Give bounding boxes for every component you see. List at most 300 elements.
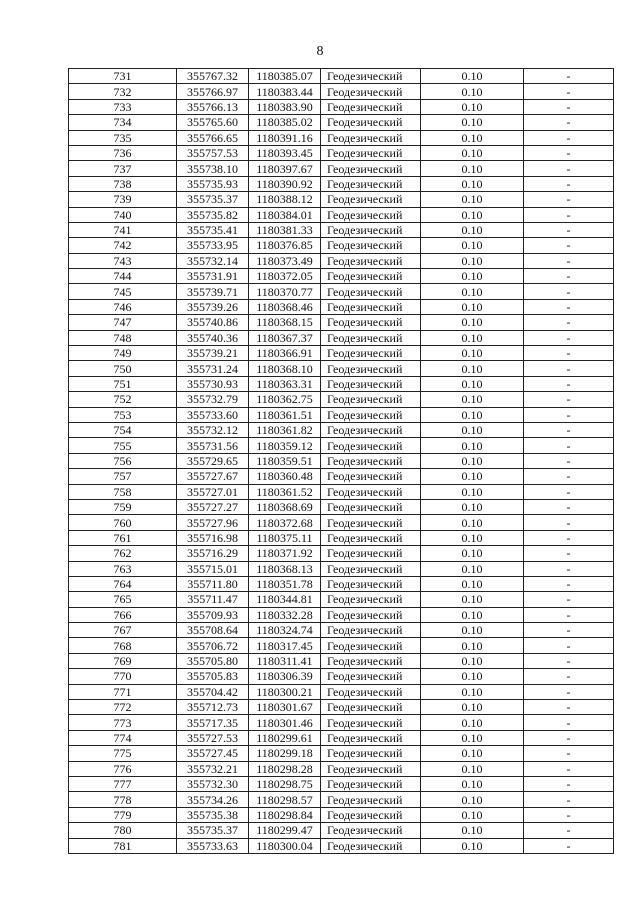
method-cell: Геодезический: [321, 346, 421, 361]
y-coordinate-cell: 1180388.12: [249, 192, 321, 207]
method-cell: Геодезический: [321, 823, 421, 838]
x-coordinate-cell: 355735.41: [177, 222, 249, 237]
point-number-cell: 772: [69, 700, 177, 715]
method-cell: Геодезический: [321, 715, 421, 730]
table-row: [69, 453, 614, 468]
table-row: [69, 761, 614, 776]
description-cell: -: [524, 99, 614, 114]
point-number-cell: 781: [69, 838, 177, 853]
point-number-cell: 771: [69, 684, 177, 699]
accuracy-cell: 0.10: [421, 592, 524, 607]
y-coordinate-cell: 1180381.33: [249, 222, 321, 237]
x-coordinate-cell: 355732.21: [177, 761, 249, 776]
x-coordinate-cell: 355727.01: [177, 484, 249, 499]
accuracy-cell: 0.10: [421, 669, 524, 684]
y-coordinate-cell: 1180391.16: [249, 130, 321, 145]
x-coordinate-cell: 355735.38: [177, 807, 249, 822]
method-cell: Геодезический: [321, 515, 421, 530]
point-number-cell: 733: [69, 99, 177, 114]
point-number-cell: 754: [69, 422, 177, 437]
y-coordinate-cell: 1180299.47: [249, 823, 321, 838]
table-row: [69, 546, 614, 561]
method-cell: Геодезический: [321, 145, 421, 160]
method-cell: Геодезический: [321, 638, 421, 653]
x-coordinate-cell: 355733.95: [177, 238, 249, 253]
y-coordinate-cell: 1180397.67: [249, 161, 321, 176]
accuracy-cell: 0.10: [421, 638, 524, 653]
description-cell: -: [524, 69, 614, 84]
method-cell: Геодезический: [321, 253, 421, 268]
table-row: [69, 438, 614, 453]
description-cell: -: [524, 823, 614, 838]
method-cell: Геодезический: [321, 392, 421, 407]
y-coordinate-cell: 1180368.10: [249, 361, 321, 376]
table-row: [69, 576, 614, 591]
method-cell: Геодезический: [321, 115, 421, 130]
point-number-cell: 752: [69, 392, 177, 407]
y-coordinate-cell: 1180359.12: [249, 438, 321, 453]
accuracy-cell: 0.10: [421, 623, 524, 638]
description-cell: -: [524, 407, 614, 422]
description-cell: -: [524, 607, 614, 622]
description-cell: -: [524, 284, 614, 299]
x-coordinate-cell: 355735.37: [177, 192, 249, 207]
point-number-cell: 780: [69, 823, 177, 838]
point-number-cell: 755: [69, 438, 177, 453]
method-cell: Геодезический: [321, 84, 421, 99]
accuracy-cell: 0.10: [421, 115, 524, 130]
method-cell: Геодезический: [321, 623, 421, 638]
method-cell: Геодезический: [321, 361, 421, 376]
method-cell: Геодезический: [321, 653, 421, 668]
y-coordinate-cell: 1180373.49: [249, 253, 321, 268]
x-coordinate-cell: 355740.36: [177, 330, 249, 345]
accuracy-cell: 0.10: [421, 607, 524, 622]
x-coordinate-cell: 355729.65: [177, 453, 249, 468]
accuracy-cell: 0.10: [421, 700, 524, 715]
y-coordinate-cell: 1180361.52: [249, 484, 321, 499]
method-cell: Геодезический: [321, 176, 421, 191]
table-row: [69, 222, 614, 237]
x-coordinate-cell: 355715.01: [177, 561, 249, 576]
point-number-cell: 740: [69, 207, 177, 222]
accuracy-cell: 0.10: [421, 346, 524, 361]
point-number-cell: 760: [69, 515, 177, 530]
y-coordinate-cell: 1180385.07: [249, 69, 321, 84]
method-cell: Геодезический: [321, 407, 421, 422]
x-coordinate-cell: 355740.86: [177, 315, 249, 330]
x-coordinate-cell: 355731.56: [177, 438, 249, 453]
y-coordinate-cell: 1180298.57: [249, 792, 321, 807]
table-row: [69, 607, 614, 622]
point-number-cell: 777: [69, 776, 177, 791]
method-cell: Геодезический: [321, 761, 421, 776]
method-cell: Геодезический: [321, 776, 421, 791]
y-coordinate-cell: 1180366.91: [249, 346, 321, 361]
accuracy-cell: 0.10: [421, 284, 524, 299]
accuracy-cell: 0.10: [421, 653, 524, 668]
y-coordinate-cell: 1180376.85: [249, 238, 321, 253]
x-coordinate-cell: 355731.24: [177, 361, 249, 376]
point-number-cell: 735: [69, 130, 177, 145]
description-cell: -: [524, 84, 614, 99]
accuracy-cell: 0.10: [421, 684, 524, 699]
description-cell: -: [524, 145, 614, 160]
method-cell: Геодезический: [321, 592, 421, 607]
y-coordinate-cell: 1180332.28: [249, 607, 321, 622]
accuracy-cell: 0.10: [421, 576, 524, 591]
x-coordinate-cell: 355727.27: [177, 499, 249, 514]
table-row: [69, 284, 614, 299]
y-coordinate-cell: 1180383.90: [249, 99, 321, 114]
point-number-cell: 758: [69, 484, 177, 499]
x-coordinate-cell: 355732.12: [177, 422, 249, 437]
method-cell: Геодезический: [321, 161, 421, 176]
accuracy-cell: 0.10: [421, 469, 524, 484]
description-cell: -: [524, 269, 614, 284]
table-row: [69, 192, 614, 207]
x-coordinate-cell: 355766.97: [177, 84, 249, 99]
point-number-cell: 763: [69, 561, 177, 576]
point-number-cell: 747: [69, 315, 177, 330]
y-coordinate-cell: 1180361.51: [249, 407, 321, 422]
y-coordinate-cell: 1180298.75: [249, 776, 321, 791]
method-cell: Геодезический: [321, 561, 421, 576]
table-row: [69, 392, 614, 407]
description-cell: -: [524, 376, 614, 391]
table-row: [69, 99, 614, 114]
table-row: [69, 361, 614, 376]
method-cell: Геодезический: [321, 807, 421, 822]
table-row: [69, 299, 614, 314]
method-cell: Геодезический: [321, 730, 421, 745]
method-cell: Геодезический: [321, 99, 421, 114]
table-row: [69, 530, 614, 545]
table-row: [69, 376, 614, 391]
method-cell: Геодезический: [321, 530, 421, 545]
description-cell: -: [524, 315, 614, 330]
description-cell: -: [524, 422, 614, 437]
x-coordinate-cell: 355739.71: [177, 284, 249, 299]
table-row: [69, 330, 614, 345]
accuracy-cell: 0.10: [421, 530, 524, 545]
x-coordinate-cell: 355727.96: [177, 515, 249, 530]
description-cell: -: [524, 838, 614, 853]
description-cell: -: [524, 530, 614, 545]
table-row: [69, 838, 614, 853]
table-row: [69, 792, 614, 807]
y-coordinate-cell: 1180362.75: [249, 392, 321, 407]
x-coordinate-cell: 355727.53: [177, 730, 249, 745]
accuracy-cell: 0.10: [421, 299, 524, 314]
y-coordinate-cell: 1180384.01: [249, 207, 321, 222]
x-coordinate-cell: 355727.45: [177, 746, 249, 761]
page-number: 8: [316, 44, 324, 59]
x-coordinate-cell: 355735.93: [177, 176, 249, 191]
point-number-cell: 776: [69, 761, 177, 776]
x-coordinate-cell: 355716.29: [177, 546, 249, 561]
table-row: [69, 238, 614, 253]
table-row: [69, 823, 614, 838]
table-row: [69, 715, 614, 730]
method-cell: Геодезический: [321, 684, 421, 699]
description-cell: -: [524, 669, 614, 684]
method-cell: Геодезический: [321, 607, 421, 622]
description-cell: -: [524, 499, 614, 514]
description-cell: -: [524, 592, 614, 607]
point-number-cell: 766: [69, 607, 177, 622]
point-number-cell: 736: [69, 145, 177, 160]
method-cell: Геодезический: [321, 546, 421, 561]
x-coordinate-cell: 355766.13: [177, 99, 249, 114]
y-coordinate-cell: 1180393.45: [249, 145, 321, 160]
y-coordinate-cell: 1180306.39: [249, 669, 321, 684]
method-cell: Геодезический: [321, 207, 421, 222]
table-row: [69, 207, 614, 222]
x-coordinate-cell: 355730.93: [177, 376, 249, 391]
x-coordinate-cell: 355711.80: [177, 576, 249, 591]
table-row: [69, 115, 614, 130]
points-table: [68, 68, 614, 854]
y-coordinate-cell: 1180368.13: [249, 561, 321, 576]
table-row: [69, 253, 614, 268]
points-table-body: [69, 69, 614, 854]
description-cell: -: [524, 546, 614, 561]
table-row: [69, 776, 614, 791]
accuracy-cell: 0.10: [421, 484, 524, 499]
table-row: [69, 653, 614, 668]
method-cell: Геодезический: [321, 792, 421, 807]
point-number-cell: 757: [69, 469, 177, 484]
x-coordinate-cell: 355711.47: [177, 592, 249, 607]
method-cell: Геодезический: [321, 238, 421, 253]
description-cell: -: [524, 700, 614, 715]
y-coordinate-cell: 1180367.37: [249, 330, 321, 345]
x-coordinate-cell: 355767.32: [177, 69, 249, 84]
method-cell: Геодезический: [321, 192, 421, 207]
x-coordinate-cell: 355765.60: [177, 115, 249, 130]
y-coordinate-cell: 1180372.05: [249, 269, 321, 284]
y-coordinate-cell: 1180298.84: [249, 807, 321, 822]
x-coordinate-cell: 355732.30: [177, 776, 249, 791]
description-cell: -: [524, 807, 614, 822]
description-cell: -: [524, 776, 614, 791]
description-cell: -: [524, 576, 614, 591]
method-cell: Геодезический: [321, 438, 421, 453]
y-coordinate-cell: 1180375.11: [249, 530, 321, 545]
accuracy-cell: 0.10: [421, 392, 524, 407]
accuracy-cell: 0.10: [421, 761, 524, 776]
point-number-cell: 764: [69, 576, 177, 591]
point-number-cell: 759: [69, 499, 177, 514]
table-row: [69, 499, 614, 514]
method-cell: Геодезический: [321, 484, 421, 499]
accuracy-cell: 0.10: [421, 376, 524, 391]
y-coordinate-cell: 1180371.92: [249, 546, 321, 561]
table-row: [69, 700, 614, 715]
accuracy-cell: 0.10: [421, 84, 524, 99]
x-coordinate-cell: 355704.42: [177, 684, 249, 699]
y-coordinate-cell: 1180385.02: [249, 115, 321, 130]
accuracy-cell: 0.10: [421, 776, 524, 791]
accuracy-cell: 0.10: [421, 792, 524, 807]
y-coordinate-cell: 1180351.78: [249, 576, 321, 591]
method-cell: Геодезический: [321, 299, 421, 314]
accuracy-cell: 0.10: [421, 746, 524, 761]
point-number-cell: 769: [69, 653, 177, 668]
x-coordinate-cell: 355708.64: [177, 623, 249, 638]
x-coordinate-cell: 355731.91: [177, 269, 249, 284]
accuracy-cell: 0.10: [421, 192, 524, 207]
description-cell: -: [524, 207, 614, 222]
x-coordinate-cell: 355712.73: [177, 700, 249, 715]
description-cell: -: [524, 730, 614, 745]
y-coordinate-cell: 1180372.68: [249, 515, 321, 530]
table-row: [69, 469, 614, 484]
description-cell: -: [524, 115, 614, 130]
method-cell: Геодезический: [321, 453, 421, 468]
accuracy-cell: 0.10: [421, 253, 524, 268]
point-number-cell: 745: [69, 284, 177, 299]
description-cell: -: [524, 238, 614, 253]
description-cell: -: [524, 469, 614, 484]
description-cell: -: [524, 515, 614, 530]
x-coordinate-cell: 355716.98: [177, 530, 249, 545]
x-coordinate-cell: 355739.26: [177, 299, 249, 314]
accuracy-cell: 0.10: [421, 715, 524, 730]
y-coordinate-cell: 1180363.31: [249, 376, 321, 391]
point-number-cell: 731: [69, 69, 177, 84]
x-coordinate-cell: 355705.80: [177, 653, 249, 668]
accuracy-cell: 0.10: [421, 407, 524, 422]
y-coordinate-cell: 1180311.41: [249, 653, 321, 668]
method-cell: Геодезический: [321, 222, 421, 237]
method-cell: Геодезический: [321, 269, 421, 284]
accuracy-cell: 0.10: [421, 730, 524, 745]
accuracy-cell: 0.10: [421, 222, 524, 237]
point-number-cell: 778: [69, 792, 177, 807]
point-number-cell: 765: [69, 592, 177, 607]
description-cell: -: [524, 484, 614, 499]
description-cell: -: [524, 761, 614, 776]
table-row: [69, 346, 614, 361]
method-cell: Геодезический: [321, 746, 421, 761]
description-cell: -: [524, 653, 614, 668]
point-number-cell: 746: [69, 299, 177, 314]
description-cell: -: [524, 346, 614, 361]
table-row: [69, 161, 614, 176]
x-coordinate-cell: 355757.53: [177, 145, 249, 160]
method-cell: Геодезический: [321, 130, 421, 145]
method-cell: Геодезический: [321, 315, 421, 330]
accuracy-cell: 0.10: [421, 69, 524, 84]
description-cell: -: [524, 684, 614, 699]
y-coordinate-cell: 1180299.61: [249, 730, 321, 745]
y-coordinate-cell: 1180301.46: [249, 715, 321, 730]
method-cell: Геодезический: [321, 422, 421, 437]
description-cell: -: [524, 130, 614, 145]
y-coordinate-cell: 1180361.82: [249, 422, 321, 437]
table-row: [69, 623, 614, 638]
accuracy-cell: 0.10: [421, 546, 524, 561]
description-cell: -: [524, 638, 614, 653]
table-row: [69, 407, 614, 422]
x-coordinate-cell: 355706.72: [177, 638, 249, 653]
accuracy-cell: 0.10: [421, 330, 524, 345]
point-number-cell: 779: [69, 807, 177, 822]
method-cell: Геодезический: [321, 700, 421, 715]
table-row: [69, 746, 614, 761]
y-coordinate-cell: 1180300.04: [249, 838, 321, 853]
y-coordinate-cell: 1180299.18: [249, 746, 321, 761]
point-number-cell: 751: [69, 376, 177, 391]
point-number-cell: 738: [69, 176, 177, 191]
description-cell: -: [524, 222, 614, 237]
point-number-cell: 749: [69, 346, 177, 361]
x-coordinate-cell: 355732.14: [177, 253, 249, 268]
accuracy-cell: 0.10: [421, 145, 524, 160]
description-cell: -: [524, 561, 614, 576]
x-coordinate-cell: 355766.65: [177, 130, 249, 145]
y-coordinate-cell: 1180370.77: [249, 284, 321, 299]
method-cell: Геодезический: [321, 284, 421, 299]
table-row: [69, 592, 614, 607]
x-coordinate-cell: 355735.37: [177, 823, 249, 838]
accuracy-cell: 0.10: [421, 438, 524, 453]
point-number-cell: 743: [69, 253, 177, 268]
table-row: [69, 315, 614, 330]
y-coordinate-cell: 1180359.51: [249, 453, 321, 468]
y-coordinate-cell: 1180301.67: [249, 700, 321, 715]
point-number-cell: 750: [69, 361, 177, 376]
point-number-cell: 767: [69, 623, 177, 638]
x-coordinate-cell: 355705.83: [177, 669, 249, 684]
table-row: [69, 269, 614, 284]
point-number-cell: 775: [69, 746, 177, 761]
description-cell: -: [524, 392, 614, 407]
method-cell: Геодезический: [321, 669, 421, 684]
description-cell: -: [524, 453, 614, 468]
point-number-cell: 773: [69, 715, 177, 730]
x-coordinate-cell: 355709.93: [177, 607, 249, 622]
accuracy-cell: 0.10: [421, 207, 524, 222]
table-row: [69, 684, 614, 699]
accuracy-cell: 0.10: [421, 561, 524, 576]
table-row: [69, 730, 614, 745]
accuracy-cell: 0.10: [421, 515, 524, 530]
point-number-cell: 732: [69, 84, 177, 99]
method-cell: Геодезический: [321, 576, 421, 591]
x-coordinate-cell: 355735.82: [177, 207, 249, 222]
y-coordinate-cell: 1180368.46: [249, 299, 321, 314]
accuracy-cell: 0.10: [421, 238, 524, 253]
y-coordinate-cell: 1180390.92: [249, 176, 321, 191]
accuracy-cell: 0.10: [421, 807, 524, 822]
y-coordinate-cell: 1180300.21: [249, 684, 321, 699]
point-number-cell: 748: [69, 330, 177, 345]
description-cell: -: [524, 330, 614, 345]
table-row: [69, 130, 614, 145]
y-coordinate-cell: 1180368.69: [249, 499, 321, 514]
table-row: [69, 69, 614, 84]
y-coordinate-cell: 1180344.81: [249, 592, 321, 607]
description-cell: -: [524, 715, 614, 730]
y-coordinate-cell: 1180383.44: [249, 84, 321, 99]
accuracy-cell: 0.10: [421, 453, 524, 468]
x-coordinate-cell: 355733.63: [177, 838, 249, 853]
description-cell: -: [524, 299, 614, 314]
point-number-cell: 768: [69, 638, 177, 653]
